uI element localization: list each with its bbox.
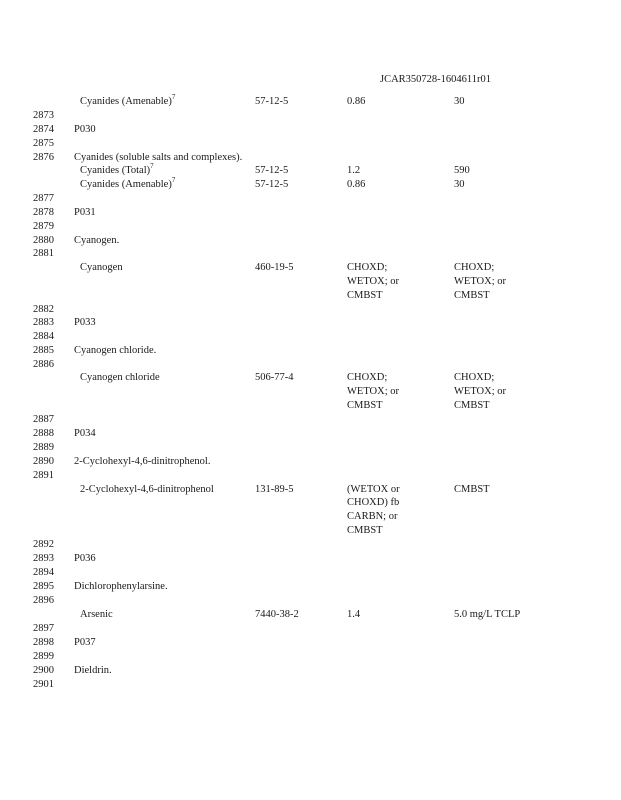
document-line bbox=[0, 538, 621, 552]
line-number: 2890 bbox=[33, 456, 54, 467]
cas-number: 506-77-4 bbox=[255, 372, 294, 383]
line-number: 2898 bbox=[33, 637, 54, 648]
line-number: 2882 bbox=[33, 304, 54, 315]
document-line bbox=[0, 399, 621, 413]
cas-number: 57-12-5 bbox=[255, 96, 289, 107]
document-line bbox=[0, 137, 621, 151]
document-line bbox=[0, 303, 621, 317]
line-number: 2878 bbox=[33, 207, 54, 218]
line-number: 2887 bbox=[33, 414, 54, 425]
document-line bbox=[0, 413, 621, 427]
document-line bbox=[0, 371, 621, 385]
document-line bbox=[0, 234, 621, 248]
section-heading: Cyanogen. bbox=[74, 235, 120, 246]
section-heading: P033 bbox=[74, 317, 96, 328]
line-number: 2888 bbox=[33, 428, 54, 439]
wastewater-standard: CMBST bbox=[347, 525, 383, 536]
document-line bbox=[0, 289, 621, 303]
document-line bbox=[0, 678, 621, 692]
section-heading: Dichlorophenylarsine. bbox=[74, 581, 168, 592]
line-number: 2874 bbox=[33, 124, 54, 135]
section-heading: Dieldrin. bbox=[74, 665, 112, 676]
wastewater-standard: WETOX; or bbox=[347, 386, 400, 397]
document-line bbox=[0, 650, 621, 664]
document-line bbox=[0, 552, 621, 566]
document-line bbox=[0, 247, 621, 261]
document-line bbox=[0, 664, 621, 678]
cas-number: 131-89-5 bbox=[255, 484, 294, 495]
document-line bbox=[0, 455, 621, 469]
nonwastewater-standard: CMBST bbox=[454, 484, 490, 495]
wastewater-standard: CHOXD; bbox=[347, 262, 388, 273]
document-line bbox=[0, 151, 621, 165]
wastewater-standard: CMBST bbox=[347, 400, 383, 411]
line-number: 2873 bbox=[33, 110, 54, 121]
document-id: JCAR350728-1604611r01 bbox=[380, 74, 492, 85]
nonwastewater-standard: 5.0 mg/L TCLP bbox=[454, 609, 521, 620]
constituent-name: Cyanides (Amenable)$^7$ bbox=[80, 176, 176, 190]
line-number: 2892 bbox=[33, 539, 54, 550]
line-number: 2883 bbox=[33, 317, 54, 328]
nonwastewater-standard: 30 bbox=[454, 96, 465, 107]
wastewater-standard: CMBST bbox=[347, 290, 383, 301]
wastewater-standard: CHOXD) fb bbox=[347, 497, 400, 508]
constituent-name: Cyanides (Total)$^7$ bbox=[80, 162, 154, 176]
document-line bbox=[0, 95, 621, 109]
line-number: 2894 bbox=[33, 567, 54, 578]
line-number: 2875 bbox=[33, 138, 54, 149]
wastewater-standard: CARBN; or bbox=[347, 511, 398, 522]
line-number: 2884 bbox=[33, 331, 54, 342]
document-line bbox=[0, 636, 621, 650]
nonwastewater-standard: CMBST bbox=[454, 290, 490, 301]
cas-number: 7440-38-2 bbox=[255, 609, 299, 620]
document-line bbox=[0, 427, 621, 441]
constituent-name: Cyanogen bbox=[80, 262, 123, 273]
nonwastewater-standard: CHOXD; bbox=[454, 372, 495, 383]
line-number: 2900 bbox=[33, 665, 54, 676]
footnote-ref: 7 bbox=[171, 93, 176, 101]
document-line bbox=[0, 385, 621, 399]
section-heading: P030 bbox=[74, 124, 96, 135]
nonwastewater-standard: CMBST bbox=[454, 400, 490, 411]
line-number: 2891 bbox=[33, 470, 54, 481]
line-number: 2893 bbox=[33, 553, 54, 564]
document-line bbox=[0, 469, 621, 483]
document-line bbox=[0, 622, 621, 636]
line-number: 2876 bbox=[33, 152, 54, 163]
footnote-ref: 7 bbox=[150, 162, 154, 170]
nonwastewater-standard: WETOX; or bbox=[454, 276, 507, 287]
document-line bbox=[0, 109, 621, 123]
line-number: 2877 bbox=[33, 193, 54, 204]
wastewater-standard: 0.86 bbox=[347, 96, 366, 107]
cas-number: 460-19-5 bbox=[255, 262, 294, 273]
wastewater-standard: 1.4 bbox=[347, 609, 361, 620]
cas-number: 57-12-5 bbox=[255, 179, 289, 190]
document-line bbox=[0, 594, 621, 608]
line-number: 2881 bbox=[33, 248, 54, 259]
constituent-name: Cyanogen chloride bbox=[80, 372, 160, 383]
section-heading: P037 bbox=[74, 637, 96, 648]
section-heading: 2-Cyclohexyl-4,6-dinitrophenol. bbox=[74, 456, 211, 467]
line-number: 2895 bbox=[33, 581, 54, 592]
nonwastewater-standard: 30 bbox=[454, 179, 465, 190]
document-line bbox=[0, 483, 621, 497]
nonwastewater-standard: CHOXD; bbox=[454, 262, 495, 273]
constituent-name: 2-Cyclohexyl-4,6-dinitrophenol bbox=[80, 484, 214, 495]
constituent-name: Cyanides (Amenable)$^7$ bbox=[80, 93, 176, 107]
wastewater-standard: WETOX; or bbox=[347, 276, 400, 287]
wastewater-standard: 1.2 bbox=[347, 165, 361, 176]
section-heading: Cyanogen chloride. bbox=[74, 345, 157, 356]
line-number: 2879 bbox=[33, 221, 54, 232]
document-line bbox=[0, 580, 621, 594]
document-line bbox=[0, 164, 621, 178]
line-number: 2901 bbox=[33, 679, 54, 690]
section-heading: P031 bbox=[74, 207, 96, 218]
nonwastewater-standard: 590 bbox=[454, 165, 470, 176]
document-line bbox=[0, 316, 621, 330]
document-line bbox=[0, 123, 621, 137]
cas-number: 57-12-5 bbox=[255, 165, 289, 176]
line-number: 2885 bbox=[33, 345, 54, 356]
wastewater-standard: CHOXD; bbox=[347, 372, 388, 383]
document-line bbox=[0, 608, 621, 622]
line-number: 2889 bbox=[33, 442, 54, 453]
line-number: 2896 bbox=[33, 595, 54, 606]
wastewater-standard: (WETOX or bbox=[347, 484, 400, 495]
section-heading: P036 bbox=[74, 553, 96, 564]
line-number: 2897 bbox=[33, 623, 54, 634]
document-line bbox=[0, 330, 621, 344]
wastewater-standard: 0.86 bbox=[347, 179, 366, 190]
document-line bbox=[0, 192, 621, 206]
document-line bbox=[0, 206, 621, 220]
document-line bbox=[0, 524, 621, 538]
document-line bbox=[0, 275, 621, 289]
document-line bbox=[0, 441, 621, 455]
document-line bbox=[0, 510, 621, 524]
document-line bbox=[0, 220, 621, 234]
line-number: 2886 bbox=[33, 359, 54, 370]
document-line bbox=[0, 358, 621, 372]
document-line bbox=[0, 344, 621, 358]
footnote-ref: 7 bbox=[171, 176, 176, 184]
constituent-name: Arsenic bbox=[80, 609, 113, 620]
nonwastewater-standard: WETOX; or bbox=[454, 386, 507, 397]
section-heading: Cyanides (soluble salts and complexes). bbox=[74, 152, 243, 163]
document-line bbox=[0, 566, 621, 580]
document-line bbox=[0, 261, 621, 275]
line-number: 2899 bbox=[33, 651, 54, 662]
section-heading: P034 bbox=[74, 428, 96, 439]
line-number: 2880 bbox=[33, 235, 54, 246]
document-line bbox=[0, 178, 621, 192]
document-line bbox=[0, 496, 621, 510]
